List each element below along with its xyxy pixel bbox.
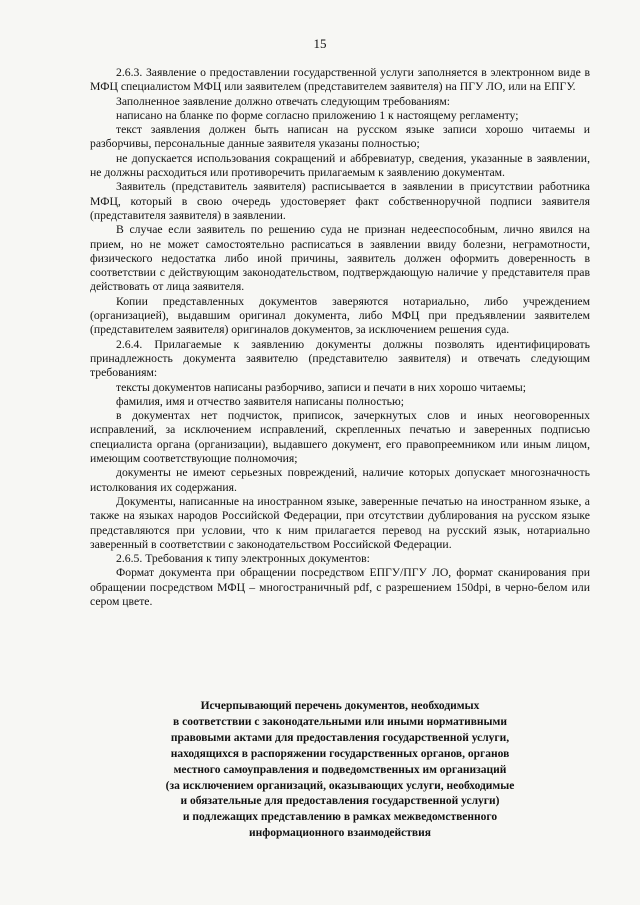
paragraph-2-6-4: 2.6.4. Прилагаемые к заявлению документы должны позволять идентифицировать принадлежность документа заявителю (представителю заявителя) и отвечать следующим требованиям:: [90, 337, 590, 380]
heading-line: (за исключением организаций, оказывающих услуги, необходимые: [165, 779, 515, 792]
paragraph-2-6-5: 2.6.5. Требования к типу электронных документов:: [116, 552, 370, 566]
paragraph-copies: Копии представленных документов заверяются нотариально, либо учреждением (организацией), выдавшим оригинал документа, либо МФЦ при предъявлении заявителем (представителем заявителя) оригиналов документов, за исключением решения суда.: [90, 294, 590, 337]
paragraph-full-name: фамилия, имя и отчество заявителя написаны полностью;: [116, 394, 404, 408]
heading-line: находящихся в распоряжении государственных органов, органов: [170, 747, 510, 760]
paragraph-signature: Заявитель (представитель заявителя) расписывается в заявлении в присутствии работника МФЦ, который в свою очередь удостоверяет факт собственноручной подписи заявителя (представителя заявителя) в заявлении.: [90, 180, 590, 222]
paragraph-requirements-intro: Заполненное заявление должно отвечать следующим требованиям:: [116, 94, 451, 108]
heading-line: и подлежащих представлению в рамках межведомственного: [182, 811, 498, 824]
heading-line: в соответствии с законодательными или иными нормативными: [173, 715, 507, 728]
paragraph-power-of-attorney: В случае если заявитель по решению суда не признан недееспособным, лично явился на прием, но не может самостоятельно расписаться в заявлении ввиду болезни, неграмотности, физического недостатка либо иной причины, заявитель должен оформить доверенность в соответствии с действующим законодательством, подтверждающую наличие у представителя прав действовать от лица заявителя.: [90, 223, 590, 294]
heading-line: правовыми актами для предоставления государственной услуги,: [170, 731, 510, 744]
paragraph-requirement-form: написано на бланке по форме согласно приложению 1 к настоящему регламенту;: [116, 108, 519, 122]
heading-line: местного самоуправления и подведомственных им организаций: [173, 763, 507, 776]
paragraph-foreign-language: Документы, написанные на иностранном языке, заверенные печатью на иностранном языке, а также на языках народов Российской Федерации, при отсутствии дублирования на русском языке представляются при условии, что к ним прилагается перевод на русский язык, нотариально заверенный в соответствии с законодательством Российской Федерации.: [90, 494, 590, 551]
heading-line: и обязательные для предоставления государственной услуги): [180, 795, 500, 808]
paragraph-requirement-abbreviations: не допускается использования сокращений и аббревиатур, сведения, указанные в заявлении, не должны расходиться или противоречить прилагаемым к заявлению документам.: [90, 151, 590, 180]
paragraph-legible-texts: тексты документов написаны разборчиво, записи и печати в них хорошо читаемы;: [116, 380, 526, 394]
heading-line: информационного взаимодействия: [249, 827, 431, 840]
heading-line: Исчерпывающий перечень документов, необходимых: [200, 700, 480, 712]
paragraph-document-format: Формат документа при обращении посредством ЕПГУ/ПГУ ЛО, формат сканирования при обращении посредством МФЦ – многостраничный pdf, с разрешением 150dpi, в черно-белом или сером цвете.: [90, 566, 590, 608]
paragraph-2-6-3: 2.6.3. Заявление о предоставлении государственной услуги заполняется в электронном виде в МФЦ специалистом МФЦ или заявителем (представителем заявителя) на ПГУ ЛО, или на ЕПГУ.: [90, 66, 590, 94]
paragraph-requirement-text: текст заявления должен быть написан на русском языке записи хорошо читаемы и разборчивы, персональные данные заявителя указаны полностью;: [90, 123, 590, 151]
section-heading: [90, 699, 590, 842]
page-number: 15: [313, 36, 327, 51]
paragraph-no-corrections: в документах нет подчисток, приписок, зачеркнутых слов и иных неоговоренных исправлений, за исключением исправлений, скрепленных печатью и заверенных подписью специалиста органа (организации), выдавшего документ, его правопреемником или иным лицом, имеющим соответствующие полномочия;: [90, 409, 590, 466]
paragraph-no-damage: документы не имеют серьезных повреждений, наличие которых допускает многозначность истолкования их содержания.: [90, 466, 590, 494]
document-body: [90, 66, 590, 609]
